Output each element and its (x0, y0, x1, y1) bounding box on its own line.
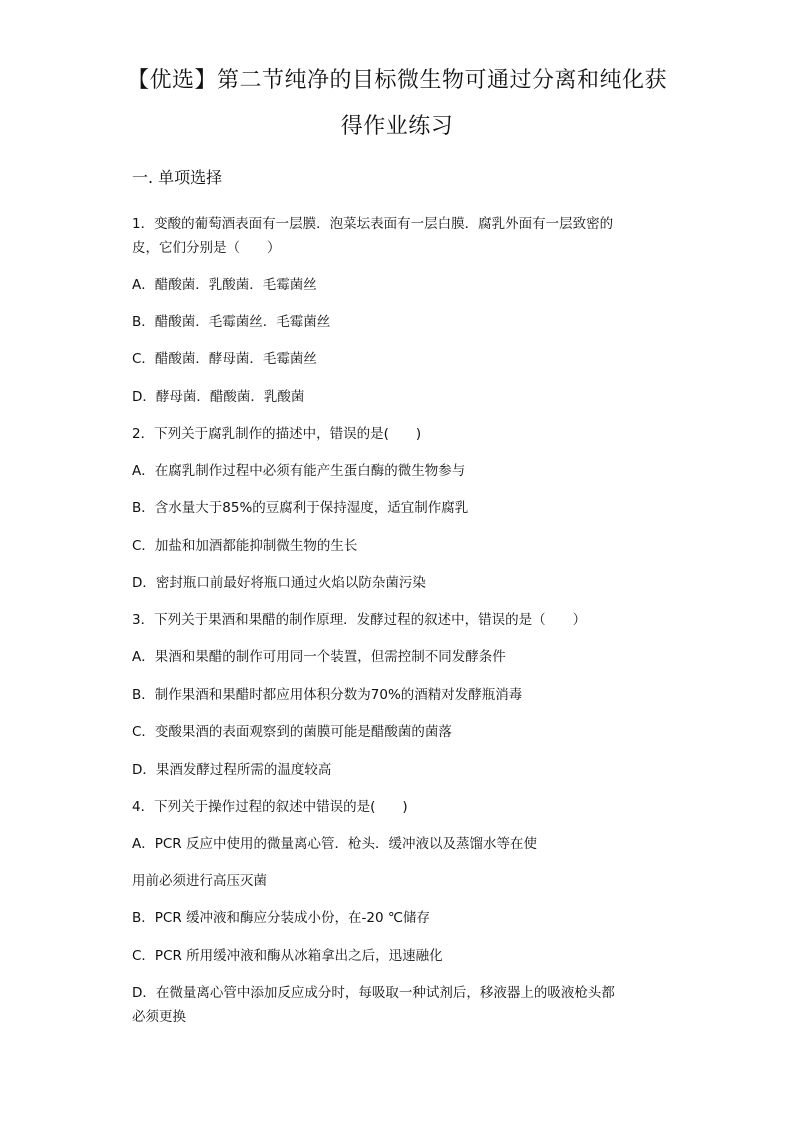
question-2-option-b: B．含水量大于85%的豆腐利于保持湿度，适宜制作腐乳 (132, 500, 469, 516)
question-3-stem: 3．下列关于果酒和果醋的制作原理．发酵过程的叙述中，错误的是（ ） (132, 612, 587, 628)
question-1-option-c: C．醋酸菌．酵母菌．毛霉菌丝 (132, 351, 317, 367)
question-4-option-a-line-2: 用前必须进行高压灭菌 (132, 873, 267, 889)
question-3-option-a: A．果酒和果醋的制作可用同一个装置，但需控制不同发酵条件 (132, 649, 506, 665)
question-2-option-c: C．加盐和加酒都能抑制微生物的生长 (132, 538, 358, 554)
question-4-option-d-line-2: 必须更换 (132, 1009, 186, 1025)
question-4-stem: 4．下列关于操作过程的叙述中错误的是( ) (132, 799, 408, 815)
question-4-option-b: B．PCR 缓冲液和酶应分装成小份，在-20 ℃储存 (132, 910, 431, 926)
question-1-option-a: A．醋酸菌．乳酸菌．毛霉菌丝 (132, 277, 317, 293)
question-3-option-b: B．制作果酒和果醋时都应用体积分数为70%的酒精对发酵瓶消毒 (132, 687, 523, 703)
question-1-stem-line-2: 皮，它们分别是（ ） (132, 240, 281, 256)
question-4-option-c: C．PCR 所用缓冲液和酶从冰箱拿出之后，迅速融化 (132, 948, 443, 964)
question-3-option-d: D．果酒发酵过程所需的温度较高 (132, 762, 332, 778)
question-1-stem-line-1: 1．变酸的葡萄酒表面有一层膜．泡菜坛表面有一层白膜．腐乳外面有一层致密的 (132, 216, 614, 232)
document-title-line-2: 得作业练习 (340, 114, 454, 139)
question-4-option-a-line-1: A．PCR 反应中使用的微量离心管．枪头．缓冲液以及蒸馏水等在使 (132, 836, 537, 852)
question-3-option-c: C．变酸果酒的表面观察到的菌膜可能是醋酸菌的菌落 (132, 724, 452, 740)
question-1-option-b: B．醋酸菌．毛霉菌丝．毛霉菌丝 (132, 314, 331, 330)
section-heading: 一. 单项选择 (132, 168, 223, 187)
question-2-option-a: A．在腐乳制作过程中必须有能产生蛋白酶的微生物参与 (132, 463, 466, 479)
question-1-option-d: D．酵母菌．醋酸菌．乳酸菌 (132, 389, 305, 405)
question-2-stem: 2．下列关于腐乳制作的描述中，错误的是( ) (132, 426, 422, 442)
document-title-line-1: 【优选】第二节纯净的目标微生物可通过分离和纯化获 (126, 68, 667, 93)
question-4-option-d-line-1: D．在微量离心管中添加反应成分时，每吸取一种试剂后，移液器上的吸液枪头都 (132, 985, 615, 1001)
question-2-option-d: D．密封瓶口前最好将瓶口通过火焰以防杂菌污染 (132, 575, 426, 591)
